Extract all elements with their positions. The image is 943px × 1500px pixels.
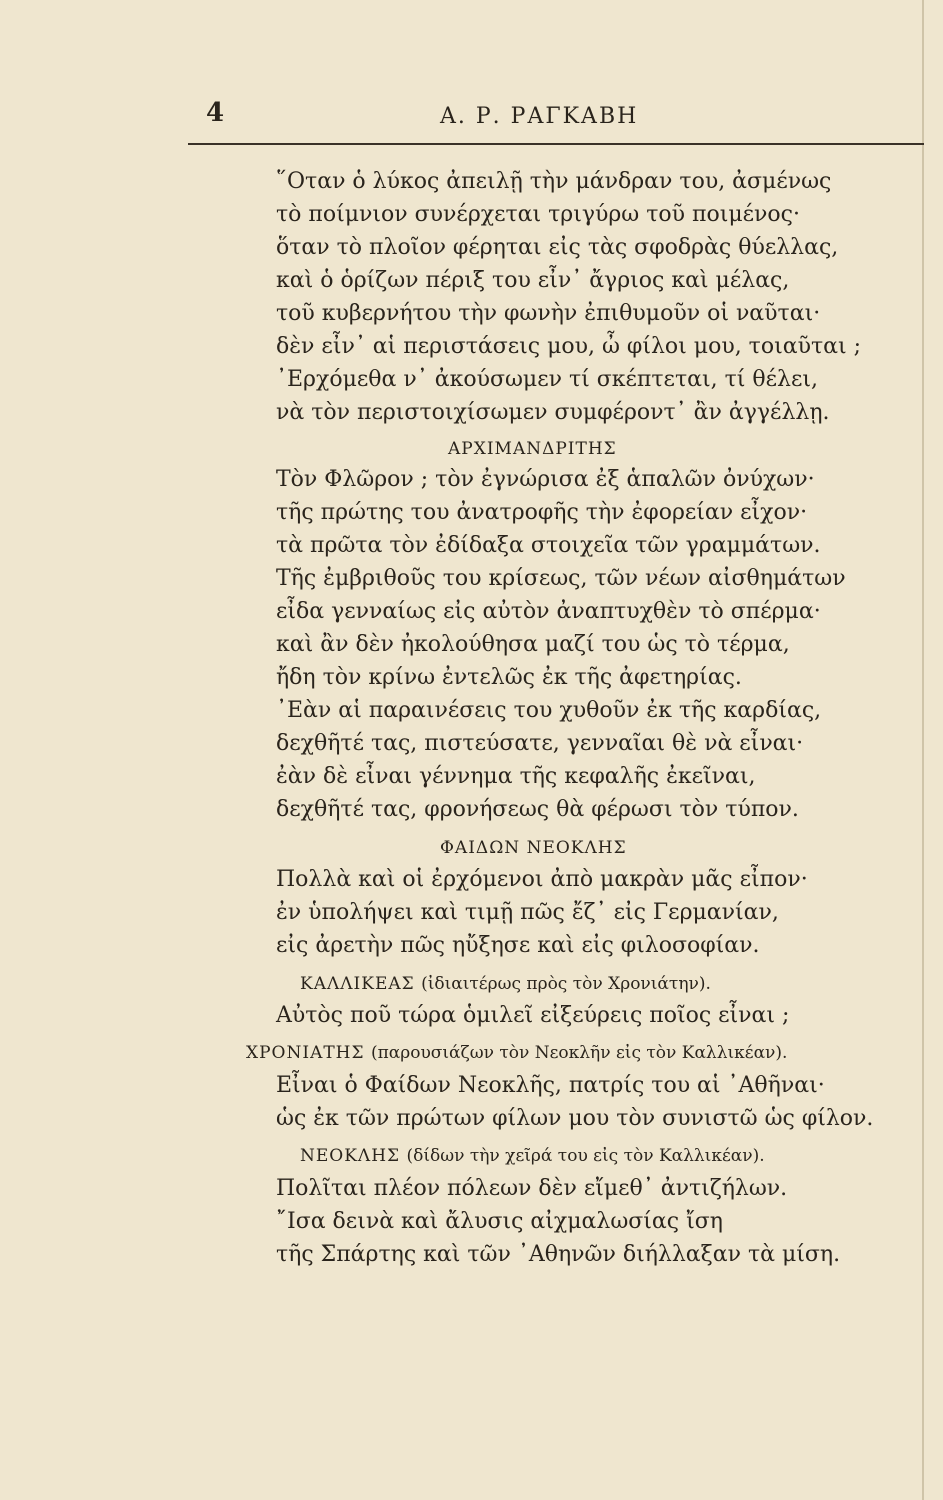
verse-line: τῆς πρώτης του ἀνατροφῆς τὴν ἐφορείαν εἶχον· xyxy=(276,500,808,525)
speaker-name: ΑΡΧΙΜΑΝΔΡΙΤΗΣ xyxy=(448,439,617,459)
verse-line: Τὸν Φλῶρον ; τὸν ἐγνώρισα ἐξ ἁπαλῶν ὀνύχων· xyxy=(276,467,815,492)
verse-line: τῆς Σπάρτης καὶ τῶν ᾽Αθηνῶν διήλλαξαν τὰ μίση. xyxy=(276,1242,841,1267)
stage-direction: (παρουσιάζων τὸν Νεοκλῆν εἰς τὸν Καλλικέαν). xyxy=(370,1043,788,1063)
verse-line: Τῆς ἐμβριθοῦς του κρίσεως, τῶν νέων αἰσθημάτων xyxy=(276,566,846,591)
page-edge xyxy=(922,0,924,1500)
speaker-name: ΦΑΙΔΩΝ ΝΕΟΚΛΗΣ xyxy=(440,838,627,858)
speaker-name xyxy=(300,1144,765,1168)
verse-line: δεχθῆτέ τας, πιστεύσατε, γενναῖαι θὲ νὰ εἶναι· xyxy=(276,731,804,756)
verse-line: Αὐτὸς ποῦ τώρα ὁμιλεῖ εἰξεύρεις ποῖος εἶναι ; xyxy=(276,1003,790,1028)
verse-line: ῞Οταν ὁ λύκος ἀπειλῇ τὴν μάνδραν του, ἀσμένως xyxy=(276,169,832,194)
speaker-label: ΝΕΟΚΛΗΣ xyxy=(300,1146,401,1166)
page-number: 4 xyxy=(206,98,225,128)
verse-line: ἤδη τὸν κρίνω ἐντελῶς ἐκ τῆς ἀφετηρίας. xyxy=(276,665,742,690)
verse-line: ᾽Εὰν αἱ παραινέσεις του χυθοῦν ἐκ τῆς καρδίας, xyxy=(276,698,822,723)
verse-line: ἐν ὑπολήψει καὶ τιμῇ πῶς ἔζ᾽ εἰς Γερμανίαν, xyxy=(276,900,779,925)
verse-line: ὡς ἐκ τῶν πρώτων φίλων μου τὸν συνιστῶ ὡς φίλον. xyxy=(276,1106,874,1131)
verse-line: ἐὰν δὲ εἶναι γέννημα τῆς κεφαλῆς ἐκεῖναι, xyxy=(276,764,756,789)
verse-line: καὶ ἂν δὲν ἠκολούθησα μαζί του ὡς τὸ τέρμα, xyxy=(276,632,790,657)
verse-line: ῎Ισα δεινὰ καὶ ἄλυσις αἰχμαλωσίας ἴση xyxy=(276,1209,723,1234)
verse-line: Πολῖται πλέον πόλεων δὲν εἴμεθ᾽ ἀντιζήλων. xyxy=(276,1176,788,1201)
verse-line: τοῦ κυβερνήτου τὴν φωνὴν ἐπιθυμοῦν οἱ ναῦται· xyxy=(276,301,821,326)
running-head: Α. Ρ. ΡΑΓΚΑΒΗ xyxy=(440,104,639,129)
speaker-name xyxy=(300,972,711,996)
speaker-name xyxy=(246,1041,787,1065)
verse-line: Πολλὰ καὶ οἱ ἐρχόμενοι ἀπὸ μακρὰν μᾶς εἶπον· xyxy=(276,867,808,892)
verse-line: δεχθῆτέ τας, φρονήσεως θὰ φέρωσι τὸν τύπον. xyxy=(276,797,799,822)
verse-line: τὰ πρῶτα τὸν ἐδίδαξα στοιχεῖα τῶν γραμμάτων. xyxy=(276,533,821,558)
verse-line: ὅταν τὸ πλοῖον φέρηται εἰς τὰς σφοδρὰς θύελλας, xyxy=(276,235,839,260)
speaker-label: ΧΡΟΝΙΑΤΗΣ xyxy=(246,1043,365,1063)
verse-line: Εἶναι ὁ Φαίδων Νεοκλῆς, πατρίς του αἱ ᾽Αθῆναι· xyxy=(276,1073,825,1098)
verse-line: καὶ ὁ ὁρίζων πέριξ του εἶν᾽ ἄγριος καὶ μέλας, xyxy=(276,268,790,293)
speaker-label: ΚΑΛΛΙΚΕΑΣ xyxy=(300,974,415,994)
verse-line: ᾽Ερχόμεθα ν᾽ ἀκούσωμεν τί σκέπτεται, τί θέλει, xyxy=(276,367,818,392)
verse-line: δὲν εἶν᾽ αἱ περιστάσεις μου, ὦ φίλοι μου, τοιαῦται ; xyxy=(276,334,862,359)
stage-direction: (ἰδιαιτέρως πρὸς τὸν Χρονιάτην). xyxy=(421,974,711,994)
stage-direction: (δίδων τὴν χεῖρά του εἰς τὸν Καλλικέαν). xyxy=(406,1146,765,1166)
verse-line: νὰ τὸν περιστοιχίσωμεν συμφέροντ᾽ ἂν ἀγγέλλῃ. xyxy=(276,400,830,425)
header-rule xyxy=(188,143,924,145)
verse-line: εἰς ἀρετὴν πῶς ηὔξησε καὶ εἰς φιλοσοφίαν. xyxy=(276,933,760,958)
verse-line: εἶδα γενναίως εἰς αὐτὸν ἀναπτυχθὲν τὸ σπέρμα· xyxy=(276,599,821,624)
verse-line: τὸ ποίμνιον συνέρχεται τριγύρω τοῦ ποιμένος· xyxy=(276,202,800,227)
